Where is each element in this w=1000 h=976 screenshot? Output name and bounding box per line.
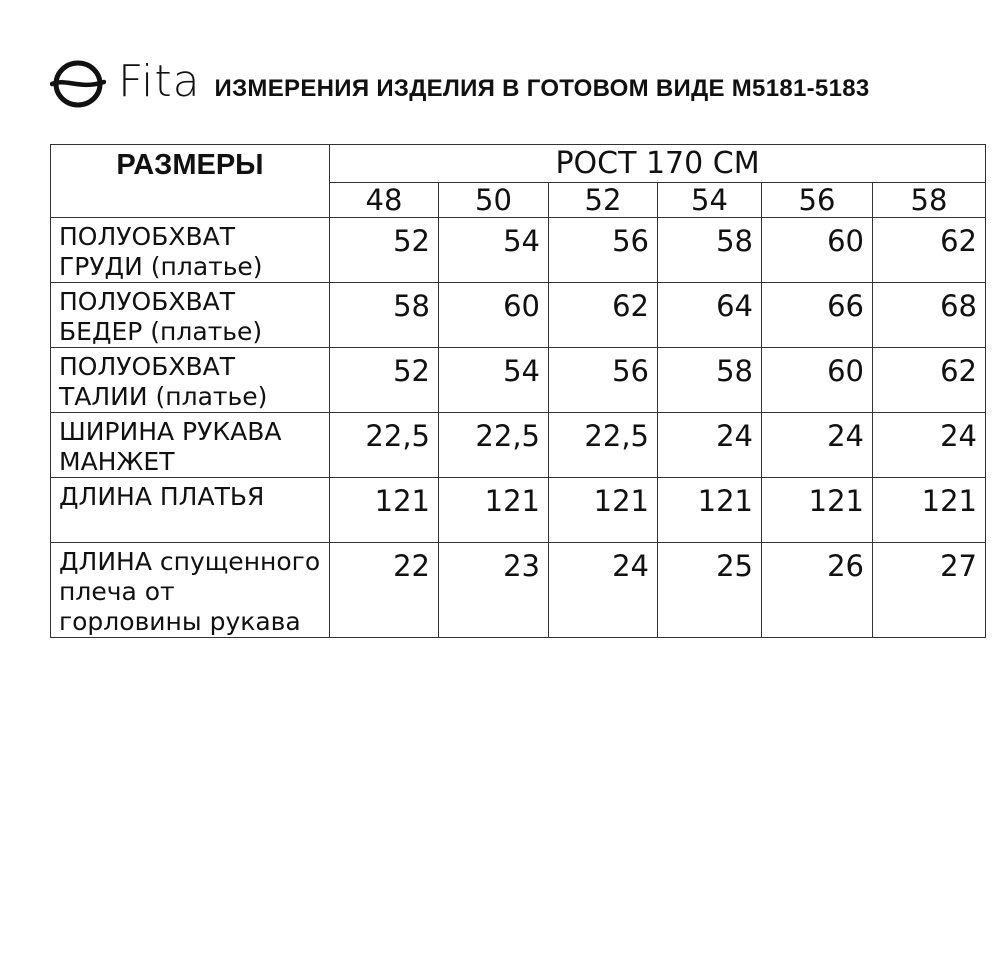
table-cell: 121 [330, 478, 439, 543]
table-cell: 24 [873, 413, 986, 478]
row-label: ДЛИНА спущенного плеча от горловины рукава [51, 543, 330, 638]
logo-wordmark: Fita [118, 56, 201, 107]
row-label: ПОЛУОБХВАТ ГРУДИ (платье) [51, 218, 330, 283]
table-cell: 22 [330, 543, 439, 638]
table-cell: 68 [873, 283, 986, 348]
table-cell: 27 [873, 543, 986, 638]
table-cell: 58 [658, 218, 762, 283]
row-label: ПОЛУОБХВАТ БЕДЕР (платье) [51, 283, 330, 348]
table-header-row [51, 145, 986, 183]
table-cell: 24 [762, 413, 873, 478]
document-header [50, 52, 870, 112]
table-cell: 52 [330, 348, 439, 413]
size-header-cell: 54 [658, 183, 762, 218]
table-cell: 62 [549, 283, 658, 348]
table-cell: 24 [549, 543, 658, 638]
document-title: ИЗМЕРЕНИЯ ИЗДЕЛИЯ В ГОТОВОМ ВИДЕ M5181-5183 [214, 75, 870, 102]
table-cell: 121 [658, 478, 762, 543]
table-row [51, 348, 986, 413]
table-row [51, 413, 986, 478]
table-cell: 23 [439, 543, 549, 638]
table-cell: 121 [439, 478, 549, 543]
table-cell: 64 [658, 283, 762, 348]
size-header-cell: 58 [873, 183, 986, 218]
table-cell: 24 [658, 413, 762, 478]
table-cell: 54 [439, 348, 549, 413]
table-cell: 66 [762, 283, 873, 348]
table-cell: 26 [762, 543, 873, 638]
row-label: ДЛИНА ПЛАТЬЯ [51, 478, 330, 543]
size-chart-table [50, 144, 986, 638]
table-cell: 54 [439, 218, 549, 283]
size-header-cell: 52 [549, 183, 658, 218]
table-cell: 56 [549, 218, 658, 283]
table-row [51, 283, 986, 348]
table-row [51, 218, 986, 283]
table-row [51, 478, 986, 543]
table-cell: 58 [330, 283, 439, 348]
height-group-header: РОСТ 170 СМ [330, 145, 986, 183]
size-header-cell: 48 [330, 183, 439, 218]
table-cell: 60 [439, 283, 549, 348]
table-cell: 58 [658, 348, 762, 413]
sizes-corner-header: РАЗМЕРЫ [51, 145, 330, 218]
table-cell: 121 [873, 478, 986, 543]
fita-logo [50, 56, 201, 108]
table-cell: 121 [549, 478, 658, 543]
fita-logo-icon [50, 56, 106, 108]
table-cell: 56 [549, 348, 658, 413]
table-cell: 52 [330, 218, 439, 283]
table-cell: 121 [762, 478, 873, 543]
table-row [51, 543, 986, 638]
table-cell: 62 [873, 348, 986, 413]
table-cell: 62 [873, 218, 986, 283]
table-cell: 60 [762, 218, 873, 283]
size-header-cell: 56 [762, 183, 873, 218]
row-label: ПОЛУОБХВАТ ТАЛИИ (платье) [51, 348, 330, 413]
table-cell: 22,5 [549, 413, 658, 478]
table-cell: 22,5 [330, 413, 439, 478]
table-cell: 60 [762, 348, 873, 413]
size-header-cell: 50 [439, 183, 549, 218]
table-cell: 22,5 [439, 413, 549, 478]
table-cell: 25 [658, 543, 762, 638]
row-label: ШИРИНА РУКАВА МАНЖЕТ [51, 413, 330, 478]
